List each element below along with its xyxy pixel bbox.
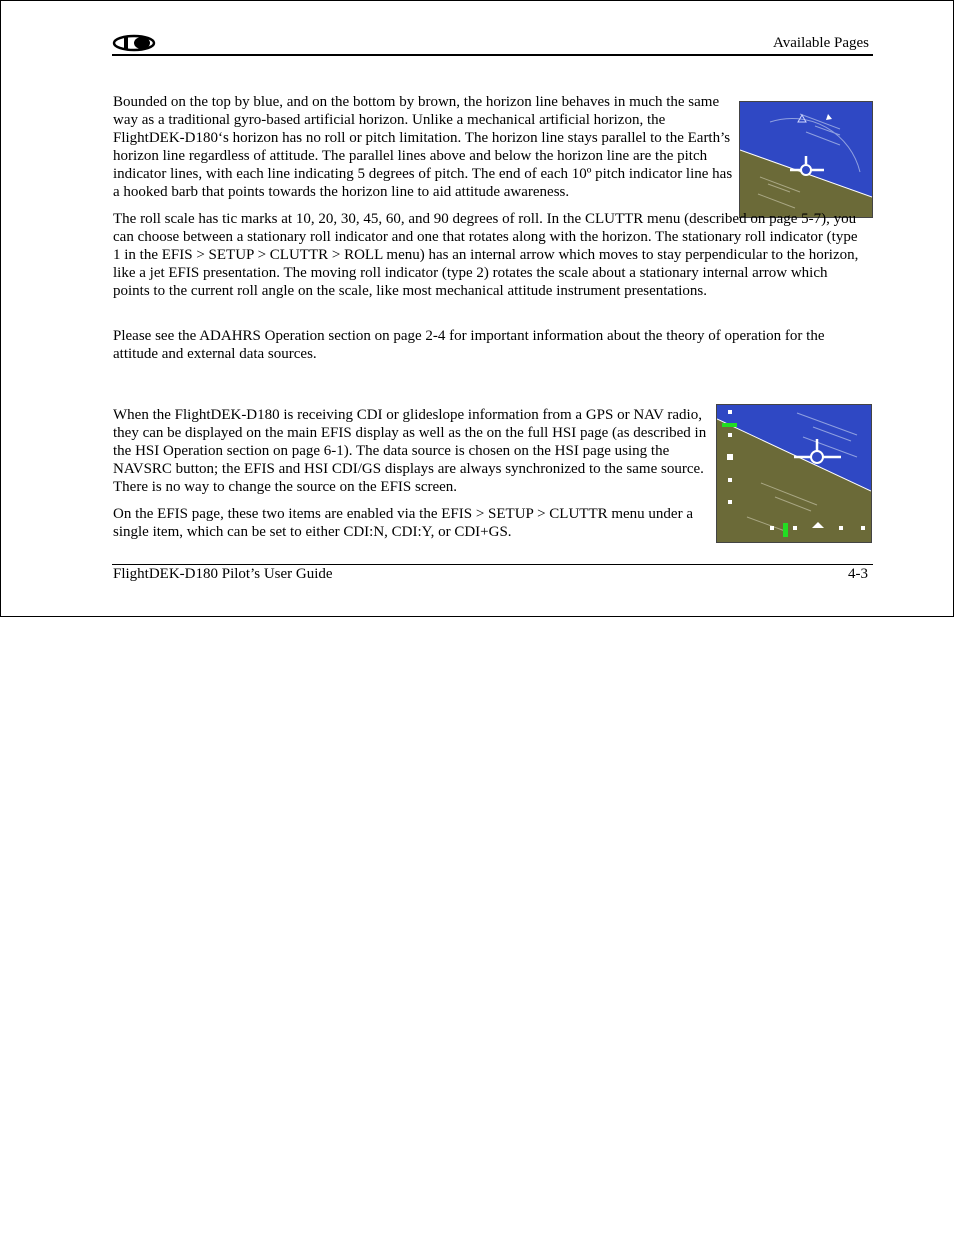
page (0, 0, 954, 617)
header-section-title: Available Pages (773, 35, 869, 51)
adahrs-reference-paragraph: Please see the ADAHRS Operation section on page 2-4 for important information about the theory of operation for the attitude and external data sources. (113, 328, 825, 362)
efis-setup-paragraph: On the EFIS page, these two items are enabled via the EFIS > SETUP > CLUTTR menu under a single item, which can be set to either CDI:N, CDI:Y, or CDI+GS. (113, 506, 693, 540)
company-logo-icon (112, 34, 156, 52)
header-divider (112, 54, 873, 56)
glideslope-indicator-bar (722, 423, 737, 427)
cdi-indicator-bar (783, 523, 788, 537)
footer-guide-title: FlightDEK-D180 Pilot’s User Guide (113, 566, 333, 582)
cdi-glideslope-paragraph: When the FlightDEK-D180 is receiving CDI or glideslope information from a GPS or NAV radio, they can be displayed on the main EFIS display as well as the on the full HSI page (as described in the HSI Operation section on page 6-1). The data source is chosen on the HSI page using the NAVSRC button; the EFIS and HSI CDI/GS displays are always synchronized to the same source. There is no way to change the source on the EFIS screen. (113, 407, 707, 495)
cdi-glideslope-figure (716, 404, 872, 543)
footer-divider (112, 564, 873, 565)
roll-scale-paragraph: The roll scale has tic marks at 10, 20, 30, 45, 60, and 90 degrees of roll. In the CLUTTR menu (described on page 5-7), you can choose between a stationary roll indicator and one that rotates along with the horizon. The stationary roll indicator (type 1 in the EFIS > SETUP > CLUTTR > ROLL menu) has an internal arrow which moves to stay perpendicular to the horizon, like a jet EFIS presentation. The moving roll indicator (type 2) rotates the scale about a stationary internal arrow which points to the current roll angle on the scale, like most mechanical attitude instrument presentations. (113, 211, 859, 299)
attitude-indicator-figure (739, 101, 873, 218)
footer-page-number: 4-3 (848, 566, 868, 582)
horizon-line-paragraph: Bounded on the top by blue, and on the bottom by brown, the horizon line behaves in much the same way as a traditional gyro-based artificial horizon. Unlike a mechanical artificial horizon, the FlightDEK-D180‘s horizon has no roll or pitch limitation. The horizon line stays parallel to the Earth’s horizon line regardless of attitude. The parallel lines above and below the horizon line are the pitch indicator lines, with each line indicating 5 degrees of pitch. The end of each 10º pitch indicator line has a hooked barb that points towards the horizon line to aid attitude awareness. (113, 94, 733, 200)
